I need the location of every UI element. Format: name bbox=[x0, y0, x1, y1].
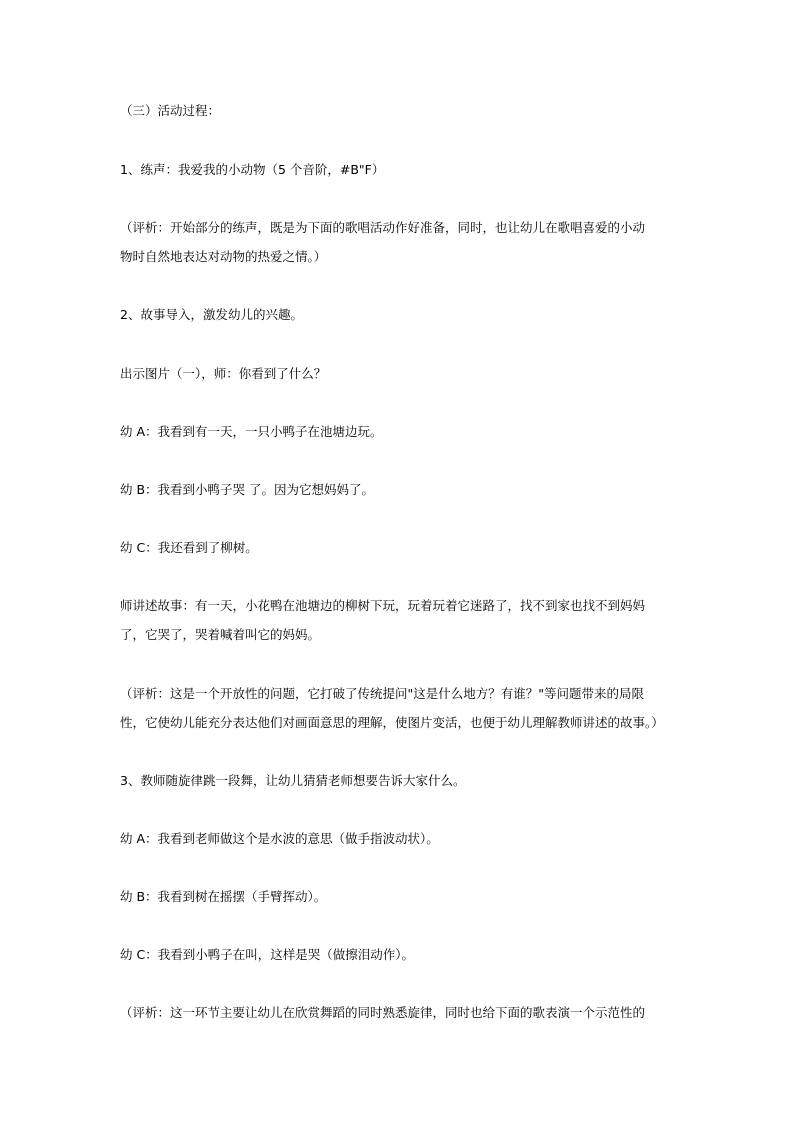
paragraph-line: 师讲述故事：有一天，小花鸭在池塘边的柳树下玩，玩着玩着它迷路了，找不到家也找不到妈妈 bbox=[120, 598, 646, 613]
comment-line: 物时自然地表达对动物的热爱之情。） bbox=[120, 249, 327, 264]
dialogue-line: 幼 A：我看到老师做这个是水波的意思（做手指波动状）。 bbox=[120, 831, 439, 846]
step-1-heading: 1、练声：我爱我的小动物（5 个音阶，#B"F） bbox=[120, 162, 385, 177]
dialogue-line: 幼 B：我看到小鸭子哭 了。因为它想妈妈了。 bbox=[120, 482, 375, 497]
section-heading: （三）活动过程： bbox=[120, 103, 221, 118]
paragraph-line: 出示图片（一），师：你看到了什么？ bbox=[120, 366, 327, 381]
comment-line: （评析：这一环节主要让幼儿在欣赏舞蹈的同时熟悉旋律，同时也给下面的歌表演一个示范性的 bbox=[120, 1005, 646, 1020]
dialogue-line: 幼 C：我看到小鸭子在叫，这样是哭（做擦泪动作）。 bbox=[120, 947, 414, 962]
comment-line: （评析：这是一个开放性的问题，它打破了传统提问"这是什么地方？有谁？"等问题带来的局限 bbox=[120, 686, 645, 701]
paragraph-line: 了，它哭了，哭着喊着叫它的妈妈。 bbox=[120, 627, 321, 642]
dialogue-line: 幼 C：我还看到了柳树。 bbox=[120, 540, 258, 555]
step-3-heading: 3、教师随旋律跳一段舞，让幼儿猜猜老师想要告诉大家什么。 bbox=[120, 773, 466, 788]
comment-line: （评析：开始部分的练声，既是为下面的歌唱活动作好准备，同时，也让幼儿在歌唱喜爱的小动 bbox=[120, 220, 646, 235]
dialogue-line: 幼 B：我看到树在摇摆（手臂挥动）。 bbox=[120, 889, 327, 904]
comment-line: 性，它使幼儿能充分表达他们对画面意思的理解，使图片变活，也便于幼儿理解教师讲述的故事。） bbox=[120, 715, 664, 730]
dialogue-line: 幼 A：我看到有一天，一只小鸭子在池塘边玩。 bbox=[120, 424, 383, 439]
step-2-heading: 2、故事导入，激发幼儿的兴趣。 bbox=[120, 307, 303, 322]
